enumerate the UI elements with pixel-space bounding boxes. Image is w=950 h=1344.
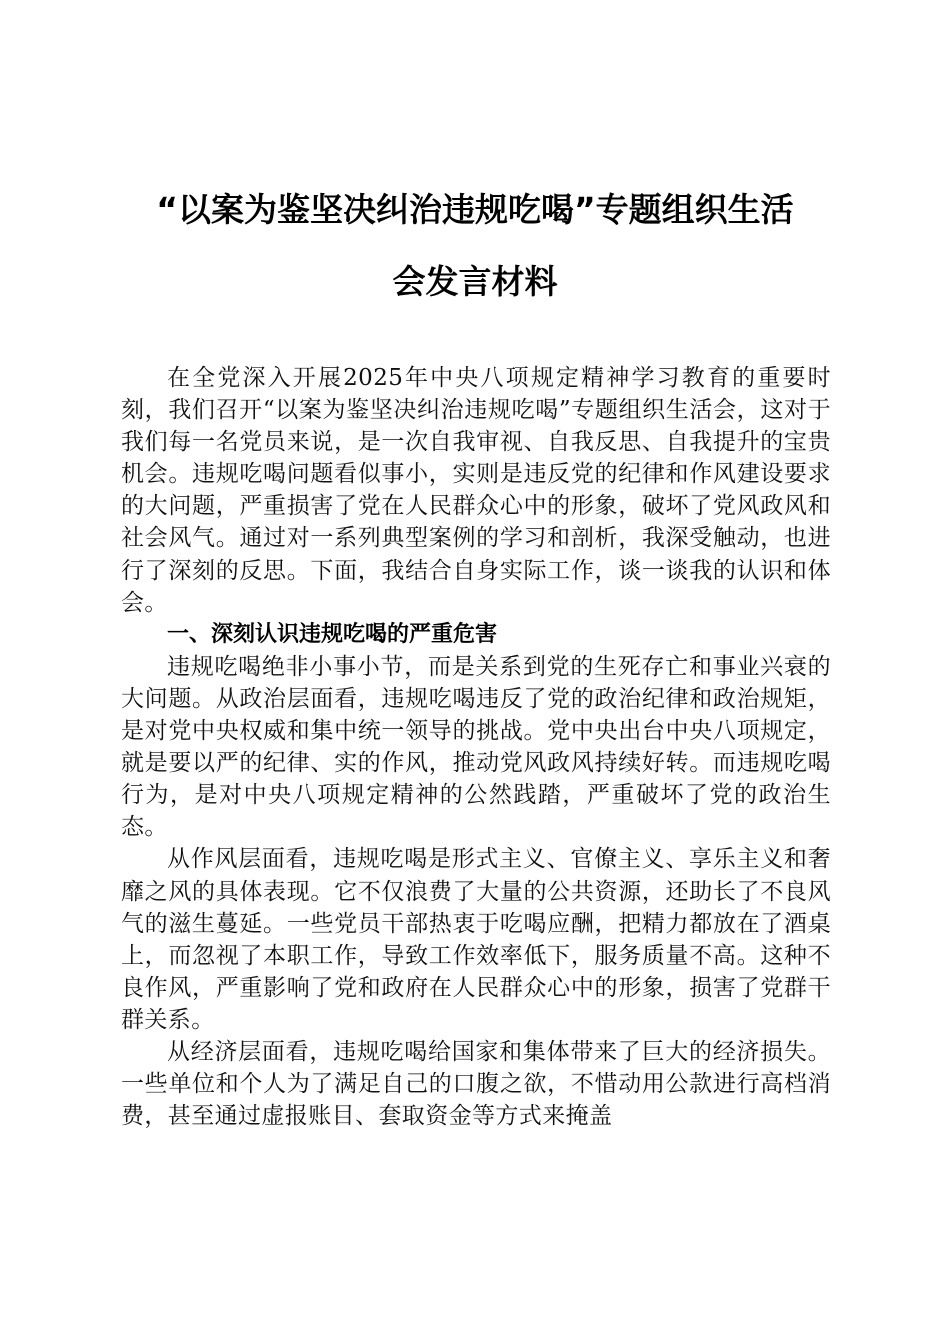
section1-paragraph-1: 违规吃喝绝非小事小节，而是关系到党的生死存亡和事业兴衰的大问题。从政治层面看，违规吃喝违反了党的政治纪律和政治规矩，是对党中央权威和集中统一领导的挑战。党中央出台中央八项规定，就是要以严的纪律、实的作风，推动党风政风持续好转。而违规吃喝行为，是对中央八项规定精神的公然践踏，严重破坏了党的政治生态。 bbox=[121, 653, 831, 841]
title-line-2: 会发言材料 bbox=[392, 262, 558, 301]
section1-paragraph-3: 从经济层面看，违规吃喝给国家和集体带来了巨大的经济损失。一些单位和个人为了满足自己的口腹之欲，不惜动用公款进行高档消费，甚至通过虚报账目、套取资金等方式来掩盖 bbox=[121, 1038, 831, 1130]
section-heading-1: 一、深刻认识违规吃喝的严重危害 bbox=[167, 621, 498, 647]
title-line-1: “以案为鉴坚决纠治违规吃喝”专题组织生活 bbox=[156, 190, 794, 229]
intro-paragraph: 在全党深入开展2025年中央八项规定精神学习教育的重要时刻，我们召开“以案为鉴坚决纠治违规吃喝”专题组织生活会，这对于我们每一名党员来说，是一次自我审视、自我反思、自我提升的宝贵机会。违规吃喝问题看似事小，实则是违反党的纪律和作风建设要求的大问题，严重损害了党在人民群众心中的形象，破坏了党风政风和社会风气。通过对一系列典型案例的学习和剖析，我深受触动，也进行了深刻的反思。下面，我结合自身实际工作，谈一谈我的认识和体会。 bbox=[121, 365, 831, 616]
document-title bbox=[120, 190, 830, 302]
document-body bbox=[121, 362, 831, 1132]
section1-paragraph-2: 从作风层面看，违规吃喝是形式主义、官僚主义、享乐主义和奢靡之风的具体表现。它不仅浪费了大量的公共资源，还助长了不良风气的滋生蔓延。一些党员干部热衷于吃喝应酬，把精力都放在了酒桌上，而忽视了本职工作，导致工作效率低下，服务质量不高。这种不良作风，严重影响了党和政府在人民群众心中的形象，损害了党群干群关系。 bbox=[121, 846, 831, 1033]
